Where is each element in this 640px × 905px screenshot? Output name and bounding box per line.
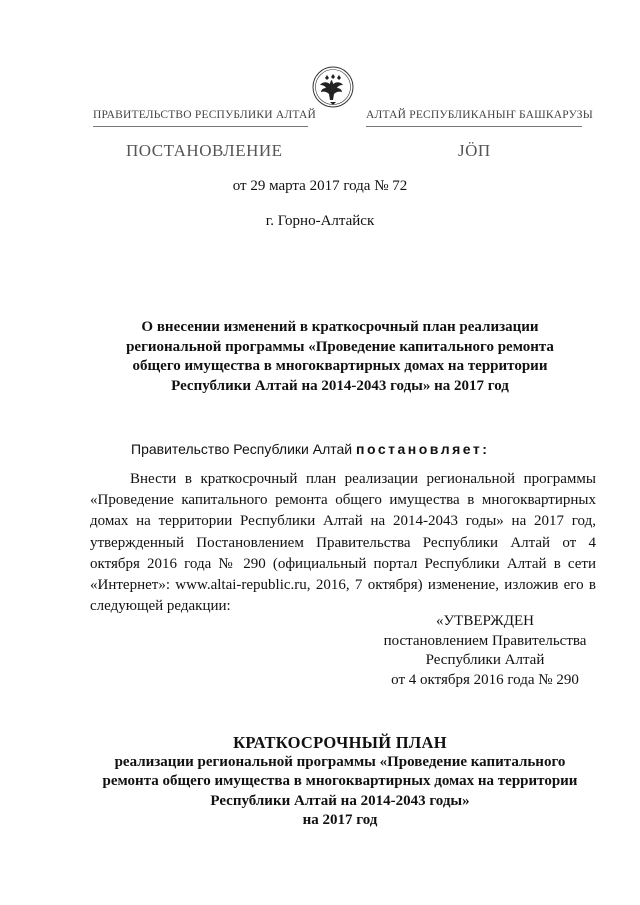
- decree-line: [131, 441, 489, 457]
- government-name-alt: АЛТАЙ РЕСПУБЛИКАНЫҤ БАШКАРУЗЫ: [366, 109, 593, 121]
- title-line: региональной программы «Проведение капитального ремонта: [126, 338, 554, 355]
- header-rule-left: [93, 126, 308, 127]
- government-name-ru: ПРАВИТЕЛЬСТВО РЕСПУБЛИКИ АЛТАЙ: [93, 109, 317, 121]
- document-kind-ru: ПОСТАНОВЛЕНИЕ: [126, 141, 283, 160]
- decree-verb: постановляет:: [356, 441, 490, 457]
- plan-title-line: на 2017 год: [302, 812, 378, 828]
- approval-line: постановлением Правительства: [383, 632, 587, 649]
- plan-title-line: реализации региональной программы «Проведение капитального: [114, 753, 566, 770]
- title-line: Республики Алтай на 2014-2043 годы» на 2017 год: [171, 377, 509, 394]
- approval-line: от 4 октября 2016 года № 290: [391, 671, 579, 688]
- approval-line: «УТВЕРЖДЕН: [436, 613, 534, 629]
- document-date-number: от 29 марта 2017 года № 72: [232, 178, 408, 194]
- approval-stamp: [380, 612, 590, 690]
- document-kind-alt: ЈӦП: [458, 141, 491, 160]
- plan-title-line: Республики Алтай на 2014-2043 годы»: [210, 792, 470, 809]
- approval-line: Республики Алтай: [425, 652, 545, 668]
- body-paragraph: [90, 469, 596, 617]
- title-line: общего имущества в многоквартирных домах на территории: [132, 358, 548, 374]
- body-paragraph-text: Внести в краткосрочный план реализации региональной программы «Проведение капитального ремонта общего имущества в многоквартирных домах на территории Республики Алтай на 2014-2043 годы» на 2017 год, утвержденный Постановлением Правительства Республики Алтай от 4 октября 2016 года № 290 (официальный портал Республики Алтай в сети «Интернет»: www.altai-republic.ru, 2016, 7 октября) изменение, изложив его в следующей редакции:: [90, 471, 596, 615]
- decree-subject: Правительство Республики Алтай: [131, 441, 353, 457]
- title-line: О внесении изменений в краткосрочный план реализации: [141, 319, 539, 335]
- plan-title: [90, 733, 590, 831]
- document-city: г. Горно-Алтайск: [265, 213, 375, 229]
- header-rule-right: [366, 126, 582, 127]
- altai-coat-of-arms-icon: [311, 62, 355, 112]
- document-title: [90, 318, 590, 396]
- plan-heading: КРАТКОСРОЧНЫЙ ПЛАН: [233, 733, 447, 752]
- plan-title-line: ремонта общего имущества в многоквартирных домах на территории: [102, 773, 578, 789]
